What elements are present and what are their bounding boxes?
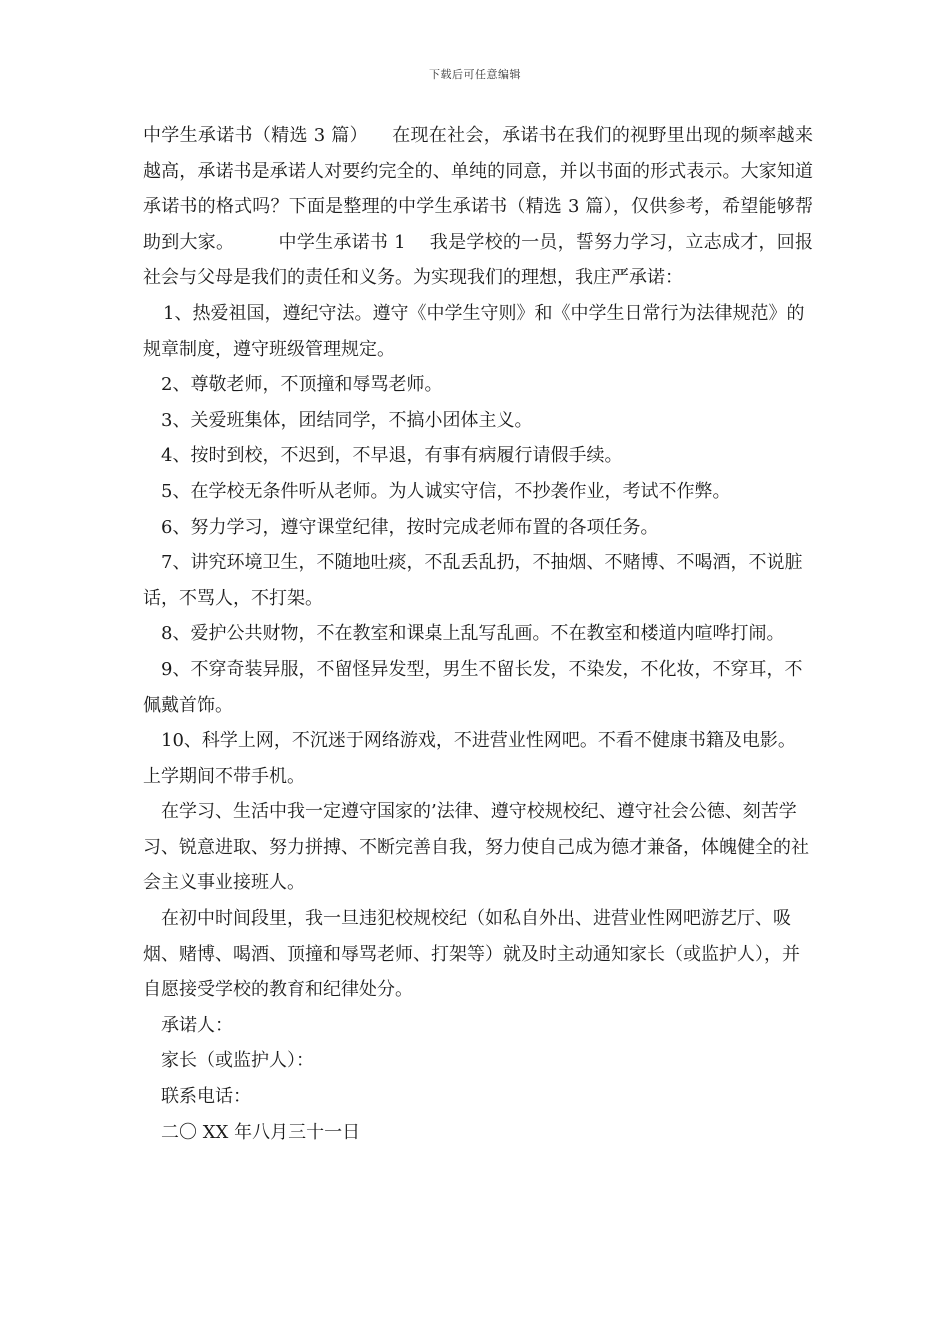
pledge-item-5: 5、在学校无条件听从老师。为人诚实守信，不抄袭作业，考试不作弊。: [161, 480, 731, 502]
phone-line: 联系电话：: [161, 1086, 251, 1108]
document-body: [143, 118, 813, 1150]
guardian-line: 家长（或监护人）：: [161, 1050, 314, 1072]
pledge-item-4: 4、按时到校，不迟到，不早退，有事有病履行请假手续。: [161, 445, 623, 467]
pledge-item-2: 2、尊敬老师，不顶撞和辱骂老师。: [161, 374, 443, 396]
pledge-item-1: 1、热爱祖国，遵纪守法。遵守《中学生守则》和《中学生日常行为法律规范》的规章制度，遵守班级管理规定。: [143, 302, 805, 360]
pledge-item-8: 8、爱护公共财物，不在教室和课桌上乱写乱画。不在教室和楼道内喧哗打闹。: [161, 623, 785, 645]
pledge-item-10: 10、科学上网，不沉迷于网络游戏，不进营业性网吧。不看不健康书籍及电影。上学期间不带手机。: [143, 730, 796, 787]
promiser-line: 承诺人：: [161, 1014, 233, 1036]
pledge-item-3: 3、关爱班集体，团结同学，不搞小团体主义。: [161, 409, 533, 431]
opening-text: 我是学校的一员，誓努力学习，立志成才，回报社会与父母是我们的责任和义务。为实现我们的理想，我庄严承诺：: [143, 231, 813, 289]
header-note: 下载后可任意编辑: [429, 68, 521, 81]
pledge-item-7: 7、讲究环境卫生，不随地吐痰，不乱丢乱扔，不抽烟、不赌博、不喝酒，不说脏话，不骂人，不打架。: [143, 552, 803, 609]
pledge-item-9: 9、不穿奇装异服，不留怪异发型，男生不留长发，不染发，不化妆，不穿耳，不佩戴首饰。: [143, 658, 803, 716]
commitment-paragraph: 在学习、生活中我一定遵守国家的’法律、遵守校规校纪、遵守社会公德、刻苦学习、锐意进取、努力拼搏、不断完善自我，努力使自己成为德才兼备，体魄健全的社会主义事业接班人。: [143, 801, 809, 894]
intro-text: 在现在社会，承诺书在我们的视野里出现的频率越来越高，承诺书是承诺人对要约完全的、单纯的同意，并以书面的形式表示。大家知道承诺书的格式吗？下面是整理的中学生承诺书（精选 3 篇），仅供参考，希望能够帮助到大家。: [143, 125, 813, 253]
violation-paragraph: 在初中时间段里，我一旦违犯校规校纪（如私自外出、进营业性网吧游艺厅、吸烟、赌博、喝酒、顶撞和辱骂老师、打架等）就及时主动通知家长（或监护人），并自愿接受学校的教育和纪律处分。: [143, 908, 800, 1001]
pledge-item-6: 6、努力学习，遵守课堂纪律，按时完成老师布置的各项任务。: [161, 516, 659, 538]
document-title: 中学生承诺书（精选 3 篇）: [143, 125, 368, 146]
date-line: 二〇 XX 年八月三十一日: [161, 1121, 361, 1143]
intro-paragraph: [143, 118, 813, 296]
section-title: 中学生承诺书 1: [278, 231, 406, 253]
